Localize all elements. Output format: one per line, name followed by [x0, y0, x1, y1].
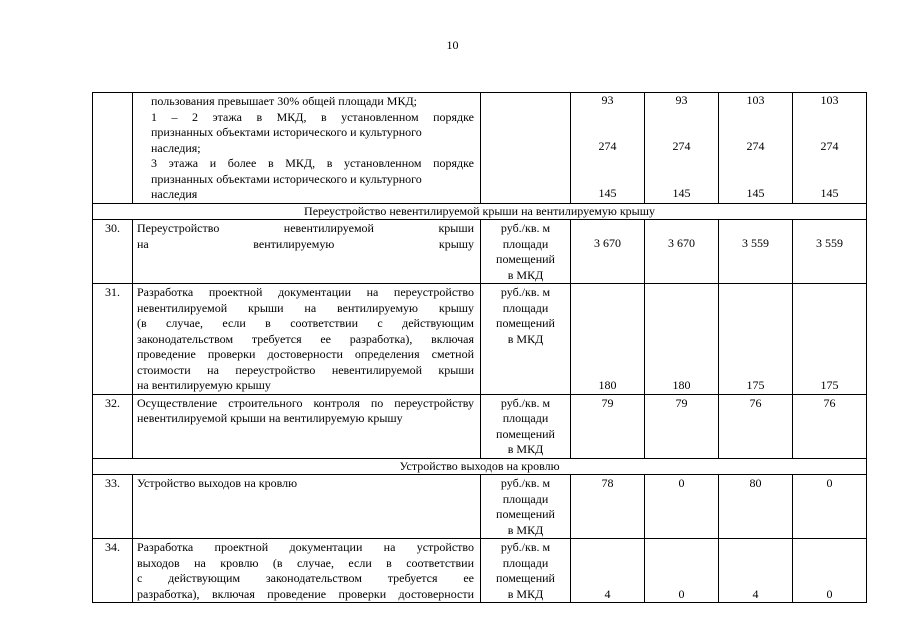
value-text: 78	[601, 476, 614, 490]
value-text: 274	[746, 139, 765, 154]
section-heading-roof: Переустройство невентилируемой крыши на вентилируемую крышу	[93, 203, 867, 220]
table-row	[93, 93, 867, 204]
table-row	[93, 284, 867, 395]
description-line: Устройство выходов на кровлю	[137, 476, 298, 490]
unit-line: площади	[502, 236, 549, 251]
tariff-table	[92, 92, 867, 603]
description-line: проведение проверки достоверности определения сметной	[137, 347, 474, 361]
value-cell	[793, 539, 867, 603]
unit-line: руб./кв. м	[500, 476, 551, 490]
value-cell	[793, 220, 867, 284]
unit-line: руб./кв. м	[500, 285, 551, 299]
value-cell	[719, 539, 793, 603]
value-text: 103	[746, 93, 765, 107]
value-text: 0	[826, 476, 833, 490]
row-number: 31.	[93, 284, 133, 395]
row-number-cell	[93, 93, 133, 204]
unit-cell	[481, 475, 571, 539]
description-line: невентилируемой крыши на вентилируемую крышу	[137, 300, 474, 315]
value-text: 180	[598, 378, 617, 392]
value-cell	[645, 284, 719, 395]
row-number: 30.	[93, 220, 133, 284]
description-line: выходов на кровлю (в случае, если в соответствии	[137, 555, 474, 570]
value-text: 3 670	[668, 236, 695, 250]
value-cell	[645, 93, 719, 204]
value-cell	[719, 475, 793, 539]
value-text: 80	[749, 476, 762, 490]
unit-line: руб./кв. м	[500, 221, 551, 235]
description-line: 1 – 2 этажа в МКД, в установленном порядке	[151, 109, 474, 124]
table-row	[93, 220, 867, 284]
value-text: 76	[823, 395, 836, 410]
description-line: признанных объектами исторического и культурного	[151, 171, 422, 186]
description-line: на вентилируемую крышу	[137, 378, 271, 392]
section-row	[93, 203, 867, 220]
unit-line: площади	[502, 491, 549, 506]
value-text: 180	[672, 378, 691, 392]
value-cell	[719, 284, 793, 395]
description-line: Осуществление строительного контроля по переустройству	[137, 395, 474, 410]
description-line: Разработка проектной документации на переустройство	[137, 285, 474, 299]
unit-line: помещений	[496, 252, 555, 266]
value-text: 3 670	[594, 236, 621, 250]
value-text: 274	[672, 139, 691, 154]
description-cell	[133, 93, 481, 204]
value-text: 0	[826, 586, 833, 601]
value-text: 3 559	[816, 236, 843, 250]
value-cell	[793, 284, 867, 395]
unit-cell	[481, 220, 571, 284]
unit-cell	[481, 284, 571, 395]
value-text: 103	[820, 93, 839, 107]
unit-line: площади	[502, 555, 549, 570]
description-cell	[133, 475, 481, 539]
value-cell	[719, 394, 793, 458]
value-text: 145	[820, 185, 839, 200]
value-cell	[571, 284, 645, 395]
value-cell	[645, 539, 719, 603]
description-line: (в случае, если в соответствии с действующим	[137, 316, 474, 330]
value-text: 145	[598, 185, 617, 200]
description-line: 3 этажа и более в МКД, в установленном порядке	[151, 156, 474, 170]
unit-line: площади	[502, 411, 549, 425]
unit-line: площади	[502, 300, 549, 315]
value-text: 274	[820, 139, 839, 154]
description-line: наследия	[151, 187, 198, 201]
value-cell	[571, 539, 645, 603]
value-text: 3 559	[742, 236, 769, 250]
description-line: с действующим законодательством требуется ее	[137, 571, 474, 585]
row-number: 33.	[93, 475, 133, 539]
table-row	[93, 394, 867, 458]
description-cell	[133, 539, 481, 603]
description-line: пользования превышает 30% общей площади МКД;	[151, 94, 417, 108]
value-text: 175	[820, 378, 839, 392]
value-cell	[645, 220, 719, 284]
description-cell	[133, 220, 481, 284]
value-cell	[571, 93, 645, 204]
description-line: разработка), включая проведение проверки достоверности	[137, 586, 474, 601]
value-text: 93	[601, 93, 614, 107]
table-row	[93, 475, 867, 539]
row-number: 32.	[93, 394, 133, 458]
value-cell	[719, 93, 793, 204]
value-cell	[719, 220, 793, 284]
unit-line: помещений	[496, 316, 555, 330]
description-line: невентилируемой крыши на вентилируемую крышу	[137, 411, 403, 425]
description-line: признанных объектами исторического и культурного	[151, 125, 422, 139]
unit-line: в МКД	[507, 331, 544, 346]
unit-cell	[481, 93, 571, 204]
unit-line: помещений	[496, 571, 555, 585]
value-text: 76	[749, 395, 762, 410]
page-number: 10	[446, 38, 459, 52]
value-cell	[793, 93, 867, 204]
value-cell	[571, 475, 645, 539]
unit-line: в МКД	[507, 442, 544, 456]
unit-line: помещений	[496, 507, 555, 521]
unit-line: в МКД	[507, 267, 544, 282]
value-cell	[645, 475, 719, 539]
value-cell	[645, 394, 719, 458]
description-line: стоимости на переустройство невентилируемой крыши	[137, 362, 474, 377]
unit-line: руб./кв. м	[500, 540, 551, 554]
value-text: 93	[675, 93, 688, 107]
value-text: 4	[604, 586, 611, 601]
section-heading-exits: Устройство выходов на кровлю	[93, 458, 867, 475]
value-text: 175	[746, 378, 765, 392]
unit-line: руб./кв. м	[500, 395, 551, 410]
unit-line: в МКД	[507, 586, 544, 601]
description-line: законодательством требуется ее разработка), включая	[137, 331, 474, 346]
description-line: наследия;	[151, 140, 201, 155]
description-line: Переустройство невентилируемой крыши	[137, 221, 474, 235]
description-cell	[133, 394, 481, 458]
value-text: 274	[598, 139, 617, 154]
value-text: 145	[746, 185, 765, 200]
unit-cell	[481, 394, 571, 458]
value-text: 145	[672, 185, 691, 200]
value-text: 0	[678, 476, 685, 490]
value-text: 79	[675, 395, 688, 410]
section-row	[93, 458, 867, 475]
unit-cell	[481, 539, 571, 603]
description-cell	[133, 284, 481, 395]
value-cell	[571, 220, 645, 284]
value-cell	[793, 394, 867, 458]
table-row	[93, 539, 867, 603]
unit-line: помещений	[496, 426, 555, 441]
description-line: на вентилируемую крышу	[137, 236, 474, 251]
value-text: 0	[678, 586, 685, 601]
description-line: Разработка проектной документации на устройство	[137, 540, 474, 554]
value-text: 4	[752, 586, 759, 601]
unit-line: в МКД	[507, 522, 544, 537]
row-number: 34.	[93, 539, 133, 603]
value-cell	[793, 475, 867, 539]
value-text: 79	[601, 395, 614, 410]
value-cell	[571, 394, 645, 458]
